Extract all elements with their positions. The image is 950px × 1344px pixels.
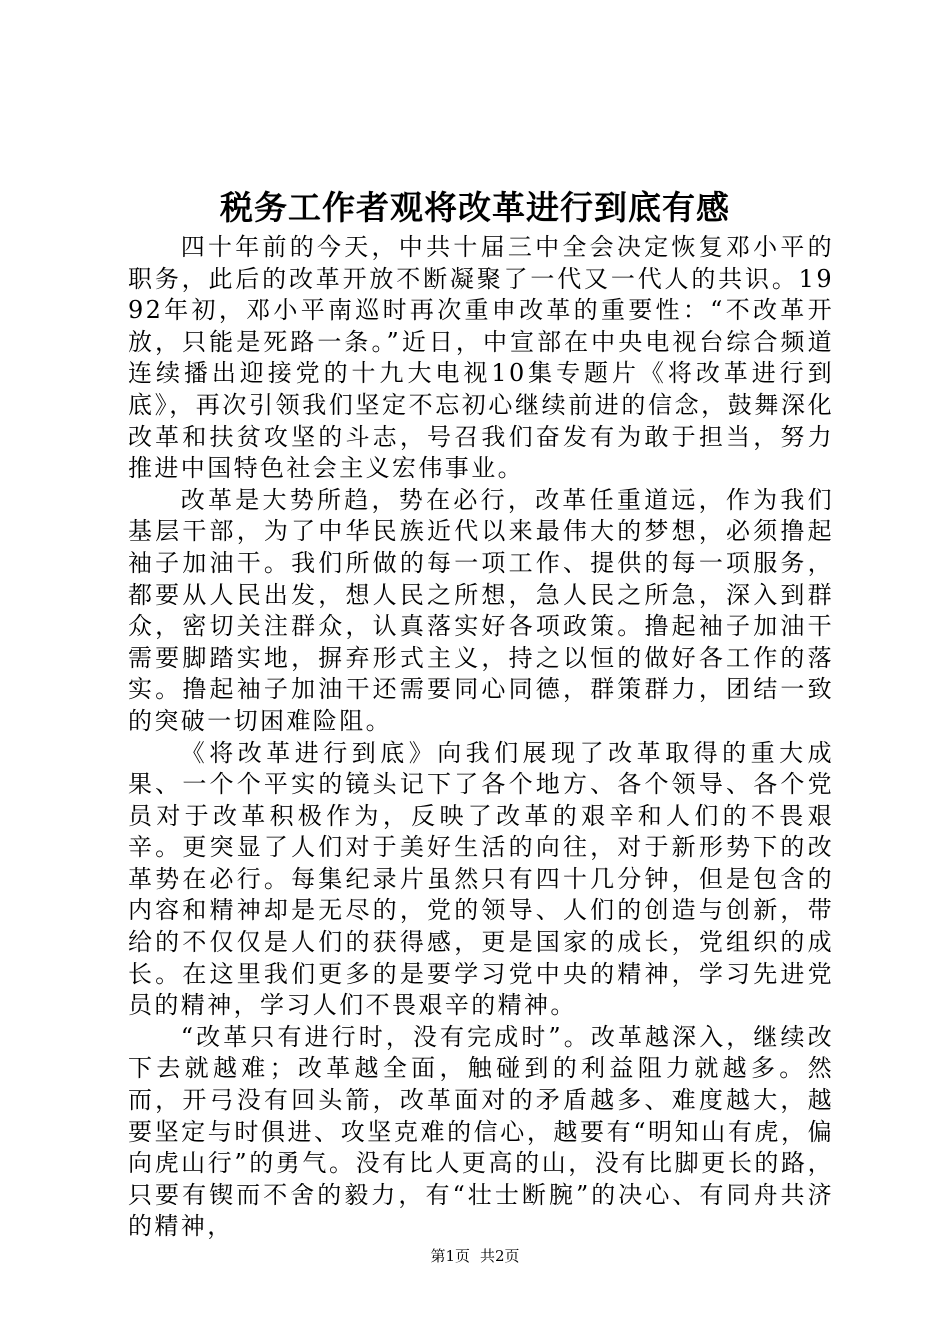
document-title: 税务工作者观将改革进行到底有感 bbox=[220, 188, 730, 227]
page-number: 第1页 bbox=[430, 1247, 470, 1265]
paragraph-4: “改革只有进行时，没有完成时”。改革越深入，继续改下去就越难；改革越全面，触碰到的利益阻力就越多。然而，开弓没有回头箭，改革面对的矛盾越多、难度越大，越要坚定与时俱进、攻坚克难的信心，越要有“明知山有虎，偏向虎山行”的勇气。没有比人更高的山，没有比脚更长的路，只要有锲而不舍的毅力，有“壮士断腕”的决心、有同舟共济的精神， bbox=[128, 1022, 834, 1241]
paragraph-3: 《将改革进行到底》向我们展现了改革取得的重大成果、一个个平实的镜头记下了各个地方、各个领导、各个党员对于改革积极作为，反映了改革的艰辛和人们的不畏艰辛。更突显了人们对于美好生活的向往，对于新形势下的改革势在必行。每集纪录片虽然只有四十几分钟，但是包含的内容和精神却是无尽的，党的领导、人们的创造与创新，带给的不仅仅是人们的获得感，更是国家的成长，党组织的成长。在这里我们更多的是要学习党中央的精神，学习先进党员的精神，学习人们不畏艰辛的精神。 bbox=[128, 738, 834, 1020]
paragraph-1: 四十年前的今天，中共十届三中全会决定恢复邓小平的职务，此后的改革开放不断凝聚了一代又一代人的共识。1992年初，邓小平南巡时再次重申改革的重要性：“不改革开放，只能是死路一条。”近日，中宣部在中央电视台综合频道连续播出迎接党的十九大电视10集专题片《将改革进行到底》，再次引领我们坚定不忘初心继续前进的信念，鼓舞深化改革和扶贫攻坚的斗志，号召我们奋发有为敢于担当，努力推进中国特色社会主义宏伟事业。 bbox=[128, 233, 834, 483]
document-body bbox=[128, 232, 834, 1243]
page-footer bbox=[0, 1246, 950, 1266]
paragraph-2: 改革是大势所趋，势在必行，改革任重道远，作为我们基层干部，为了中华民族近代以来最伟大的梦想，必须撸起袖子加油干。我们所做的每一项工作、提供的每一项服务，都要从人民出发，想人民之所想，急人民之所急，深入到群众，密切关注群众，认真落实好各项政策。撸起袖子加油干需要脚踏实地，摒弃形式主义，持之以恒的做好各工作的落实。撸起袖子加油干还需要同心同德，群策群力，团结一致的突破一切困难险阻。 bbox=[128, 485, 834, 735]
page-total: 共2页 bbox=[480, 1247, 520, 1265]
